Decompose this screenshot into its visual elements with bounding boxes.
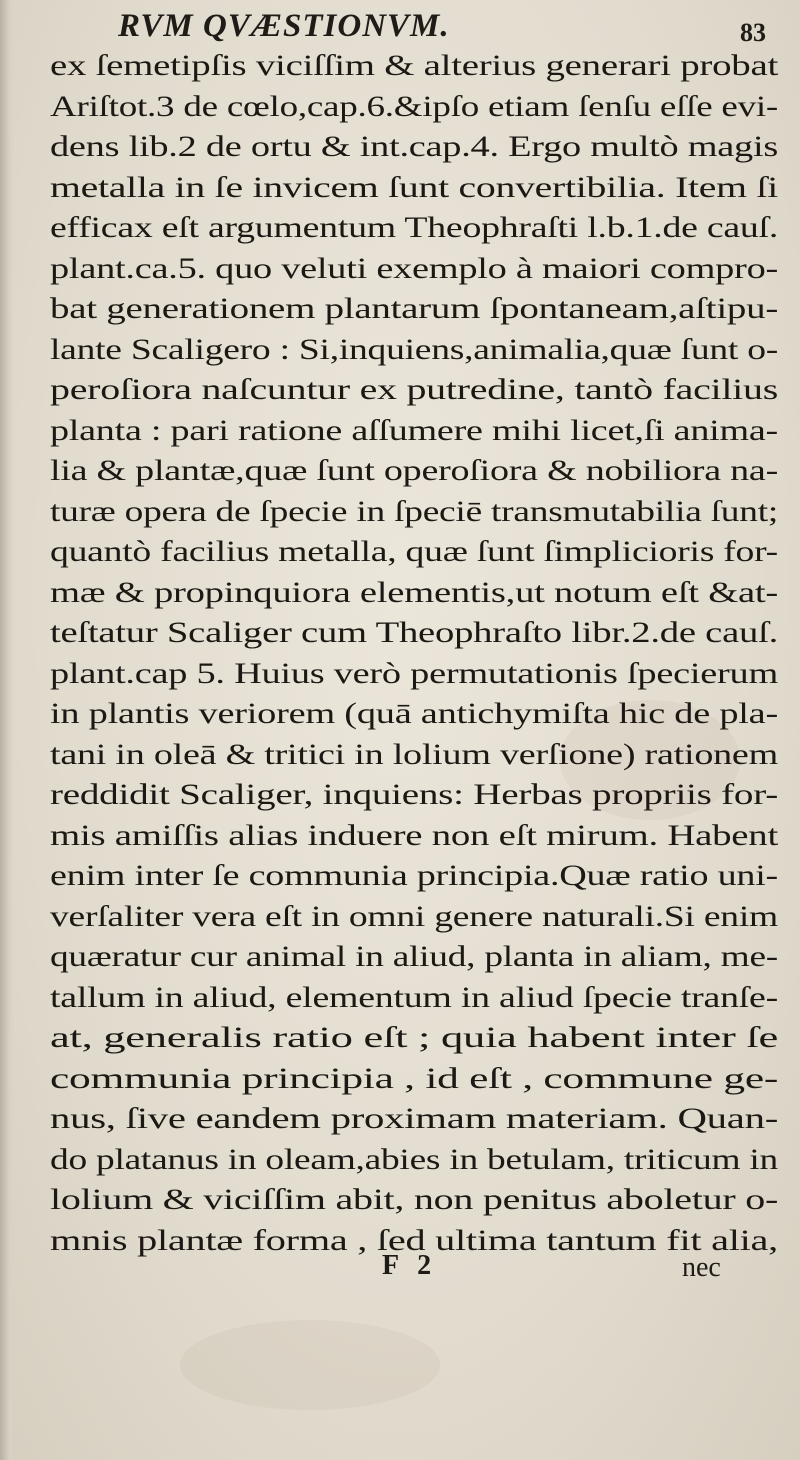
text-line — [50, 573, 778, 614]
text-line-content: lia & plantæ,quæ ſunt operoſiora & nobiliora na- — [50, 454, 779, 487]
text-line-content: dens lib.2 de ortu & int.cap.4. Ergo multò magis — [50, 130, 779, 163]
text-line — [50, 330, 778, 371]
text-line — [50, 370, 778, 411]
text-line-content: at, generalis ratio eſt ; quia habent inter ſe — [50, 1021, 779, 1054]
text-line-content: enim inter ſe communia principia.Quæ ratio uni- — [50, 859, 778, 892]
text-line-content: planta : pari ratione aſſumere mihi licet,ſi anima- — [50, 413, 779, 447]
text-line-content: verſaliter vera eſt in omni genere naturali.Si enim — [50, 899, 779, 933]
text-line-content: lante Scaligero : Si,inquiens,animalia,quæ ſunt o- — [50, 332, 779, 366]
text-line-content: nus, ſive eandem proximam materiam. Quan- — [50, 1102, 779, 1135]
text-line — [50, 937, 778, 978]
text-line-content: mæ & propinquiora elementis,ut notum eſt &at- — [50, 575, 778, 609]
text-line — [50, 87, 778, 128]
text-line — [50, 775, 778, 816]
text-line-content: in plantis veriorem (quā antichymiſta hic de pla- — [50, 697, 778, 730]
text-line-content: lolium & viciſſim abit, non penitus aboletur o- — [50, 1183, 779, 1216]
text-line-content: mnis plantæ forma , ſed ultima tantum fit alia, — [50, 1223, 778, 1257]
text-line — [50, 46, 778, 87]
text-line-content: mis amiſſis alias induere non eſt mirum. Habent — [50, 818, 778, 852]
running-head: RVM QVÆSTIONVM. — [118, 8, 450, 44]
text-line — [50, 411, 778, 452]
text-line — [50, 208, 778, 249]
text-line-content: efficax eſt argumentum Theophraſti l.b.1.de cauſ. — [50, 211, 779, 244]
body-text — [50, 46, 778, 1261]
text-line — [50, 735, 778, 776]
text-line-content: peroſiora naſcuntur ex putredine, tantò facilius — [50, 373, 778, 406]
text-line-content: bat generationem plantarum ſpontaneam,aſtipu- — [50, 292, 779, 325]
text-line — [50, 654, 778, 695]
text-line — [50, 1140, 778, 1181]
text-line — [50, 168, 778, 209]
page-footer — [0, 1250, 800, 1290]
text-line-content: plant.ca.5. quo veluti exemplo à maiori compro- — [50, 251, 779, 285]
text-line — [50, 694, 778, 735]
text-line — [50, 613, 778, 654]
page-number: 83 — [740, 18, 766, 47]
text-line — [50, 532, 778, 573]
catchword: nec — [682, 1252, 721, 1283]
text-line — [50, 492, 778, 533]
text-line — [50, 978, 778, 1019]
text-line — [50, 1018, 778, 1059]
text-line — [50, 127, 778, 168]
text-line-content: quantò facilius metalla, quæ ſunt ſimplicioris for- — [50, 535, 778, 568]
text-line-content: tani in oleā & tritici in lolium verſione) rationem — [50, 737, 778, 771]
text-line-content: do platanus in oleam,abies in betulam, triticum in — [50, 1142, 779, 1176]
text-line — [50, 856, 778, 897]
page-gutter-shadow — [0, 0, 14, 1460]
text-line — [50, 897, 778, 938]
text-line — [50, 816, 778, 857]
paper-stain — [180, 1320, 440, 1410]
signature-mark: F 2 — [382, 1250, 438, 1281]
text-line — [50, 249, 778, 290]
text-line-content: communia principia , id eſt , commune ge- — [50, 1061, 779, 1095]
text-line — [50, 1059, 778, 1100]
text-line-content: plant.cap 5. Huius verò permutationis ſpecierum — [50, 656, 779, 690]
text-line-content: teſtatur Scaliger cum Theophraſto libr.2.de cauſ. — [50, 616, 778, 649]
text-line-content: reddidit Scaliger, inquiens: Herbas propriis for- — [50, 778, 778, 811]
text-line — [50, 1099, 778, 1140]
text-line-content: Ariſtot.3 de cœlo,cap.6.&ipſo etiam ſenſu eſſe evi- — [50, 89, 779, 123]
text-line-content: quæratur cur animal in aliud, planta in aliam, me- — [50, 940, 778, 973]
text-line-content: metalla in ſe invicem ſunt convertibilia. Item ſi — [50, 170, 778, 204]
text-line — [50, 289, 778, 330]
text-line — [50, 1180, 778, 1221]
text-line-content: ex ſemetipſis viciſſim & alterius generari probat — [50, 49, 779, 82]
text-line-content: tallum in aliud, elementum in aliud ſpecie tranſe- — [50, 980, 778, 1014]
text-line — [50, 451, 778, 492]
text-line-content: turæ opera de ſpecie in ſpeciē transmutabilia ſunt; — [50, 494, 779, 528]
